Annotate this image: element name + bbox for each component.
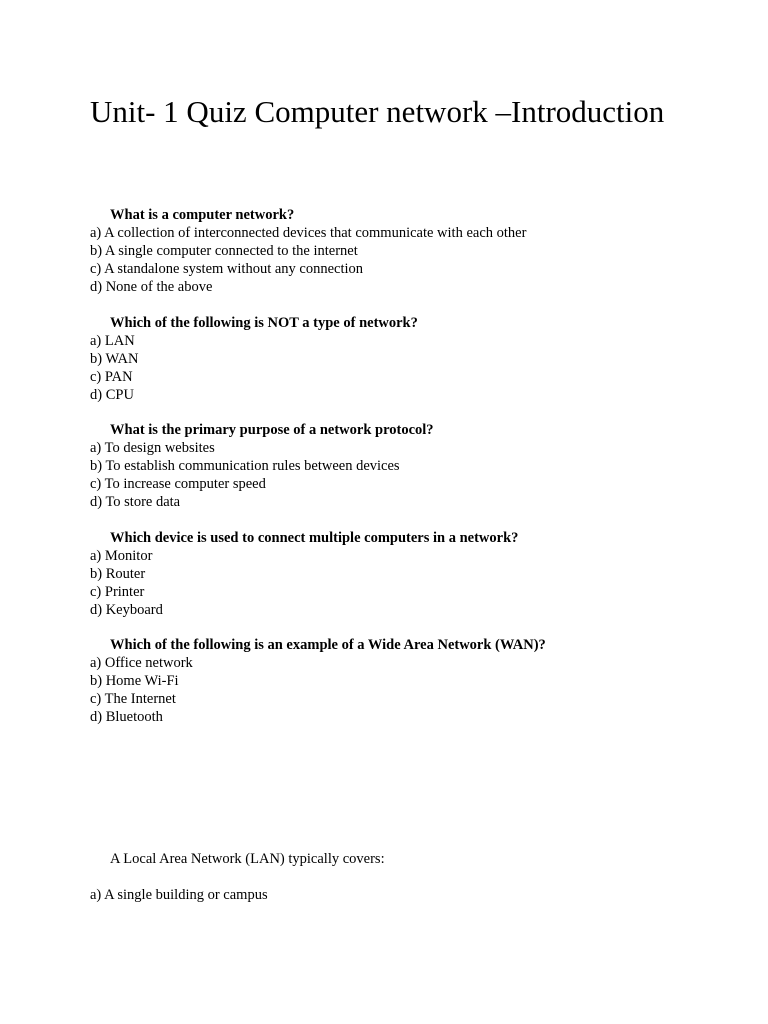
answer-option: a) To design websites (90, 440, 215, 456)
question-text: Which device is used to connect multiple computers in a network? (110, 529, 519, 546)
answer-option: c) Printer (90, 583, 145, 600)
question-text: What is a computer network? (110, 207, 295, 223)
answer-option: c) PAN (90, 368, 133, 385)
answer-option: b) To establish communication rules between devices (90, 458, 400, 474)
document-title: Unit- 1 Quiz Computer network –Introduction (90, 94, 665, 129)
answer-option: b) A single computer connected to the internet (90, 243, 358, 259)
answer-option: c) The Internet (90, 691, 176, 707)
answer-option: a) A collection of interconnected devices that communicate with each other (90, 225, 527, 241)
answer-option: d) To store data (90, 494, 181, 510)
answer-option: a) Office network (90, 655, 193, 671)
question-block-5 (90, 636, 730, 726)
question-block-3 (90, 421, 730, 511)
answer-option: d) None of the above (90, 279, 213, 295)
answer-option: d) Bluetooth (90, 709, 163, 725)
answer-option: c) To increase computer speed (90, 476, 266, 492)
question-block-4 (90, 529, 730, 619)
lan-answer-option: a) A single building or campus (90, 887, 268, 903)
question-list (90, 206, 730, 744)
answer-option: a) Monitor (90, 547, 153, 564)
question-text: Which of the following is an example of a Wide Area Network (WAN)? (110, 637, 546, 653)
question-text: Which of the following is NOT a type of network? (110, 314, 418, 331)
question-block-2 (90, 314, 730, 404)
answer-option: d) CPU (90, 386, 134, 403)
answer-option: b) WAN (90, 350, 139, 367)
lan-question-text: A Local Area Network (LAN) typically covers: (110, 851, 385, 867)
answer-option: c) A standalone system without any connection (90, 261, 364, 277)
question-text: What is the primary purpose of a network protocol? (110, 422, 434, 438)
answer-option: d) Keyboard (90, 601, 163, 618)
question-block-1 (90, 206, 730, 296)
answer-option: b) Home Wi-Fi (90, 673, 179, 689)
answer-option: a) LAN (90, 332, 135, 349)
answer-option: b) Router (90, 565, 146, 582)
